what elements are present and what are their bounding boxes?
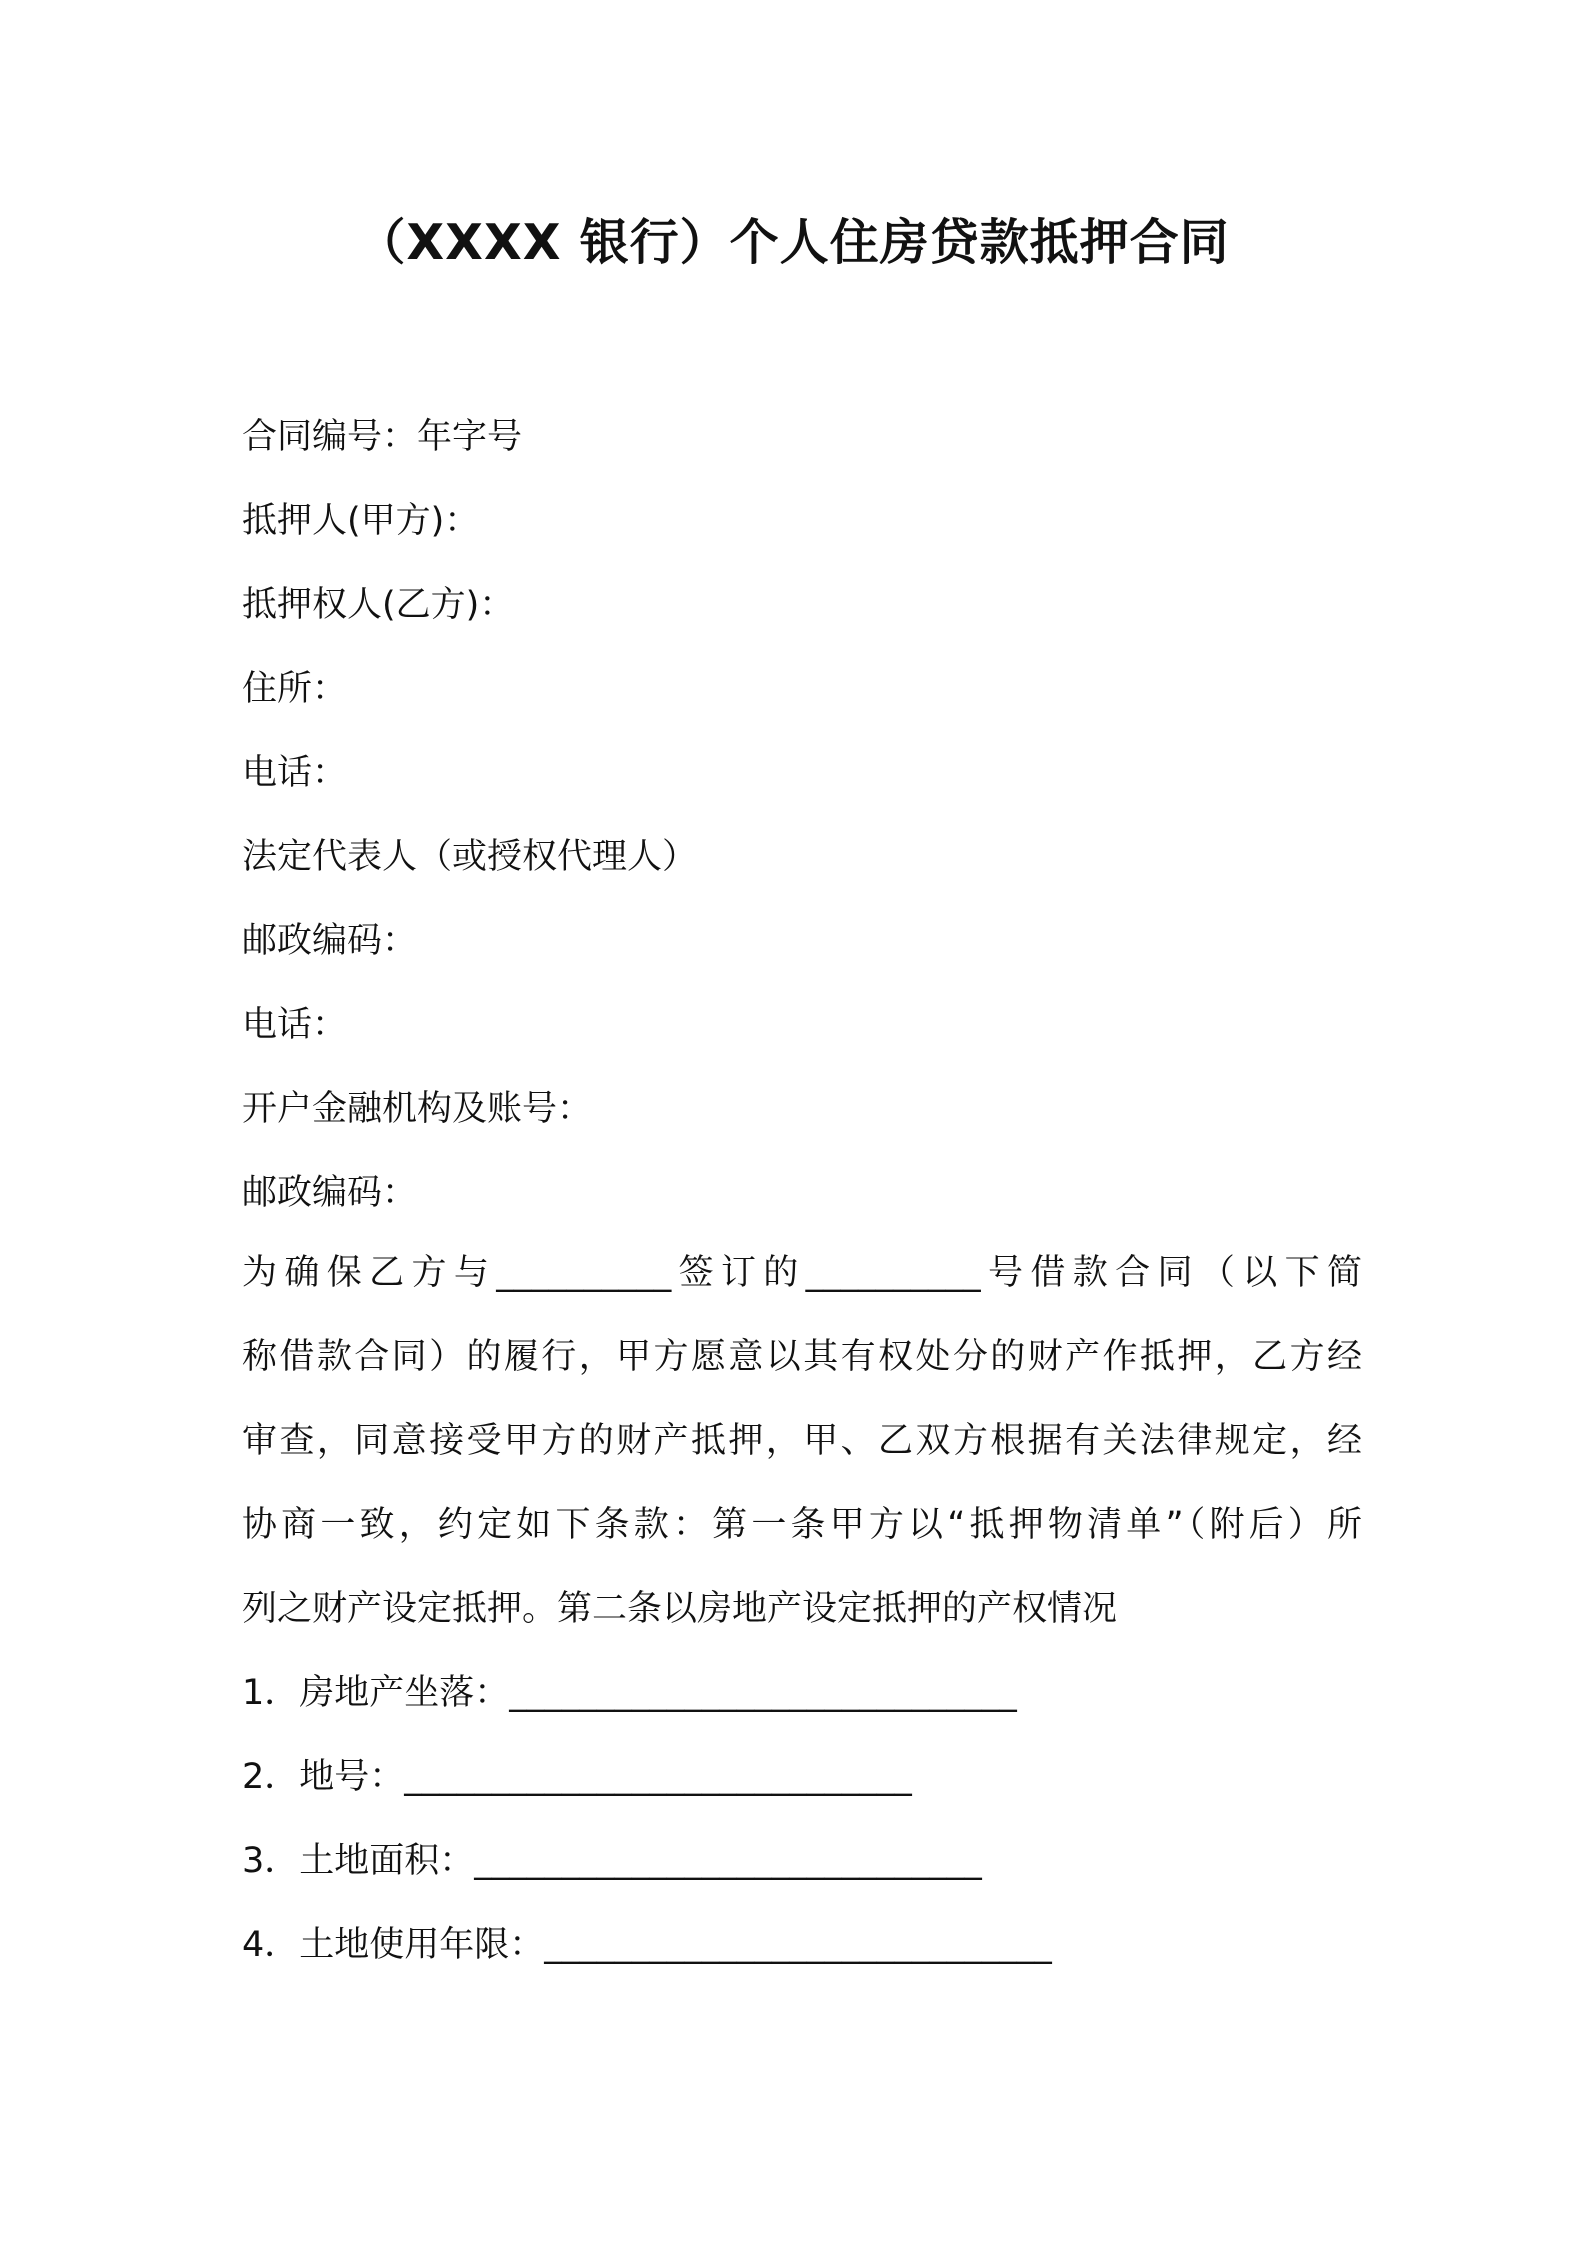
paragraph-line: 协商一致，约定如下条款：第一条甲方以“抵押物清单”（附后）所 bbox=[242, 1505, 1362, 1545]
property-location-item: 1．房地产坐落：_____________________________ bbox=[242, 1673, 1017, 1713]
phone-line-2: 电话： bbox=[242, 1005, 348, 1045]
bank-account-line: 开户金融机构及账号： bbox=[242, 1089, 593, 1129]
land-area-item: 3．土地面积：_____________________________ bbox=[242, 1841, 982, 1881]
paragraph-line: 列之财产设定抵押。第二条以房地产设定抵押的产权情况 bbox=[242, 1589, 1118, 1629]
paragraph-line: 为确保乙方与__________签订的__________号借款合同（以下简 bbox=[242, 1253, 1362, 1293]
address-line: 住所： bbox=[242, 669, 348, 709]
agreement-paragraph bbox=[242, 1248, 1362, 1668]
legal-representative-line: 法定代表人（或授权代理人） bbox=[242, 837, 698, 877]
paragraph-line: 审查，同意接受甲方的财产抵押，甲、乙双方根据有关法律规定，经 bbox=[242, 1421, 1362, 1461]
land-number-item: 2．地号：_____________________________ bbox=[242, 1757, 912, 1797]
contract-number-line: 合同编号：年字号 bbox=[242, 417, 523, 457]
paragraph-line: 称借款合同）的履行，甲方愿意以其有权处分的财产作抵押，乙方经 bbox=[242, 1337, 1362, 1377]
postal-code-line-2: 邮政编码： bbox=[242, 1173, 418, 1213]
phone-line: 电话： bbox=[242, 753, 348, 793]
document-title: （XXXX 银行）个人住房贷款抵押合同 bbox=[356, 214, 1230, 271]
postal-code-line: 邮政编码： bbox=[242, 921, 418, 961]
land-use-term-item: 4．土地使用年限：_____________________________ bbox=[242, 1925, 1052, 1965]
mortgagee-line: 抵押权人(乙方)： bbox=[242, 585, 515, 625]
mortgagor-line: 抵押人(甲方)： bbox=[242, 501, 480, 541]
